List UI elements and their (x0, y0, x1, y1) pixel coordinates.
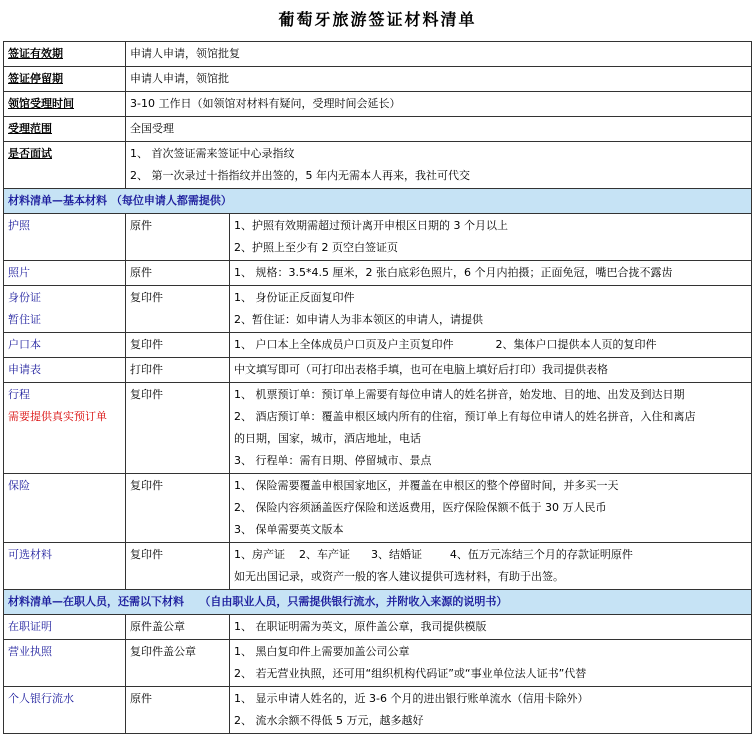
requirement-line: 1、 规格：3.5*4.5 厘米，2 张白底彩色照片，6 个月内拍摄；正面免冠，嘴巴合拢不露齿 (234, 266, 673, 279)
page-title: 葡萄牙旅游签证材料清单 (278, 10, 477, 29)
material-name: 营业执照 (4, 640, 126, 687)
material-name: 可选材料 (4, 543, 126, 590)
material-type: 原件 (126, 687, 230, 734)
material-type: 复印件 (126, 474, 230, 543)
requirement-line: 2、 酒店预订单：覆盖申根区域内所有的住宿，预订单上有每位申请人的姓名拼音，入住和离店 (234, 410, 696, 423)
requirement-line: 3、 保单需要英文版本 (234, 523, 344, 536)
info-row (4, 142, 752, 189)
info-value: 3-10 工作日（如领馆对材料有疑问，受理时间会延长） (126, 92, 752, 117)
material-requirements (230, 687, 752, 734)
material-requirements: 1、 户口本上全体成员户口页及户主页复印件 2、集体户口提供本人页的复印件 (230, 333, 752, 358)
material-type: 复印件盖公章 (126, 640, 230, 687)
info-label: 签证停留期 (4, 67, 126, 92)
material-type: 原件 (126, 214, 230, 261)
material-row (4, 615, 752, 640)
material-row (4, 687, 752, 734)
material-row (4, 640, 752, 687)
info-label: 受理范围 (4, 117, 126, 142)
section-header-basic (4, 189, 752, 214)
material-type: 打印件 (126, 358, 230, 383)
requirement-line: 2、 若无营业执照，还可用“组织机构代码证”或“事业单位法人证书”代替 (234, 667, 587, 680)
requirement-line: 2、护照上至少有 2 页空白签证页 (234, 241, 398, 254)
requirement-line: 1、护照有效期需超过预计离开申根区日期的 3 个月以上 (234, 219, 508, 232)
material-requirements (230, 543, 752, 590)
material-name: 照片 (4, 261, 126, 286)
material-name: 申请表 (4, 358, 126, 383)
requirement-line: 2、 流水余额不得低 5 万元，越多越好 (234, 714, 424, 727)
material-name (4, 286, 126, 333)
material-row (4, 286, 752, 333)
material-row (4, 358, 752, 383)
section-header-employed (4, 590, 752, 615)
material-name-line: 行程 (8, 388, 30, 401)
material-name: 户口本 (4, 333, 126, 358)
requirement-line: 1、 保险需要覆盖申根国家地区，并覆盖在申根区的整个停留时间，并多买一天 (234, 479, 619, 492)
material-row (4, 214, 752, 261)
info-value: 申请人申请，领馆批复 (126, 42, 752, 67)
material-requirements (230, 640, 752, 687)
material-type: 复印件 (126, 333, 230, 358)
material-name: 护照 (4, 214, 126, 261)
material-row (4, 261, 752, 286)
material-requirements (230, 474, 752, 543)
material-type: 原件 (126, 261, 230, 286)
material-type: 复印件 (126, 286, 230, 333)
material-type: 复印件 (126, 383, 230, 474)
info-row (4, 117, 752, 142)
requirement-line: 的日期，国家，城市，酒店地址，电话 (234, 432, 421, 445)
material-name (4, 383, 126, 474)
material-name-line: 暂住证 (8, 313, 41, 326)
requirement-line: 3、 行程单：需有日期、停留城市、景点 (234, 454, 432, 467)
info-row (4, 92, 752, 117)
info-value: 全国受理 (126, 117, 752, 142)
requirement-line: 如无出国记录，或资产一般的客人建议提供可选材料，有助于出签。 (234, 570, 564, 583)
info-value (126, 142, 752, 189)
requirement-line: 2、 保险内容须涵盖医疗保险和送返费用，医疗保险保额不低于 30 万人民币 (234, 501, 607, 514)
material-name: 在职证明 (4, 615, 126, 640)
section-title: 材料清单—基本材料 （每位申请人都需提供） (4, 189, 752, 214)
requirement-line: 2、暂住证：如申请人为非本领区的申请人，请提供 (234, 313, 483, 326)
material-type: 复印件 (126, 543, 230, 590)
requirement-line: 1、房产证 2、车产证 3、结婚证 4、伍万元冻结三个月的存款证明原件 (234, 548, 633, 561)
material-requirements: 1、 在职证明需为英文，原件盖公章，我司提供模版 (230, 615, 752, 640)
material-name: 个人银行流水 (4, 687, 126, 734)
material-requirements: 中文填写即可（可打印出表格手填，也可在电脑上填好后打印）我司提供表格 (230, 358, 752, 383)
material-name: 保险 (4, 474, 126, 543)
info-label: 签证有效期 (4, 42, 126, 67)
info-value: 申请人申请，领馆批 (126, 67, 752, 92)
material-requirements (230, 383, 752, 474)
visa-materials-table (3, 41, 752, 734)
info-label: 领馆受理时间 (4, 92, 126, 117)
material-row (4, 474, 752, 543)
material-requirements (230, 261, 752, 286)
info-row (4, 67, 752, 92)
material-type: 原件盖公章 (126, 615, 230, 640)
material-name-line: 身份证 (8, 291, 41, 304)
material-row (4, 383, 752, 474)
material-row (4, 543, 752, 590)
requirement-line: 1、 显示申请人姓名的，近 3-6 个月的进出银行账单流水（信用卡除外） (234, 692, 589, 705)
info-line: 2、 第一次录过十指指纹并出签的，5 年内无需本人再来，我社可代交 (130, 169, 470, 182)
info-row (4, 42, 752, 67)
requirement-line: 1、 机票预订单：预订单上需要有每位申请人的姓名拼音，始发地、目的地、出发及到达日期 (234, 388, 685, 401)
info-line: 1、 首次签证需来签证中心录指纹 (130, 147, 295, 160)
material-requirements (230, 214, 752, 261)
section-title: 材料清单—在职人员，还需以下材料 （自由职业人员，只需提供银行流水，并附收入来源的说明书） (4, 590, 752, 615)
requirement-line: 1、 黑白复印件上需要加盖公司公章 (234, 645, 410, 658)
material-requirements (230, 286, 752, 333)
requirement-line: 1、 身份证正反面复印件 (234, 291, 355, 304)
warning-note: 需要提供真实预订单 (8, 410, 107, 423)
info-label: 是否面试 (4, 142, 126, 189)
material-row (4, 333, 752, 358)
